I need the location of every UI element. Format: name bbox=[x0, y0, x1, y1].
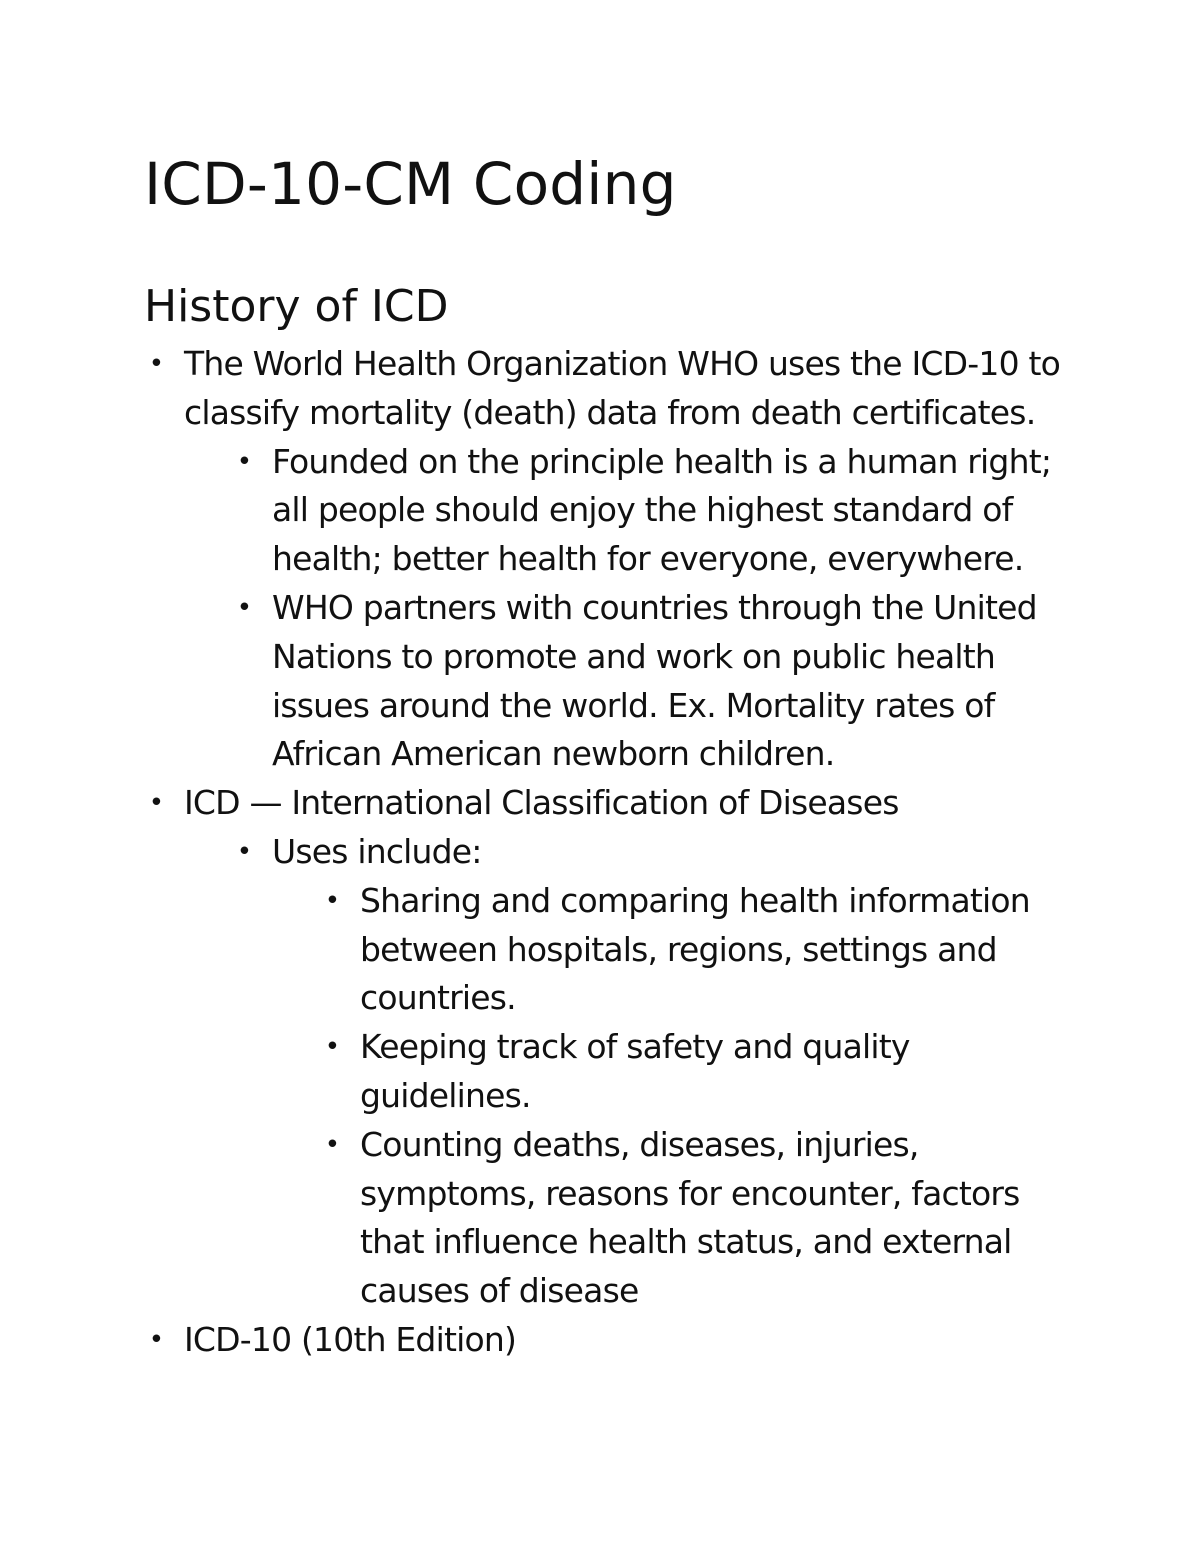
bullet-content bbox=[144, 340, 1084, 1365]
bullet-text-uses: Uses include: bbox=[272, 831, 482, 871]
bullet-icon: • bbox=[236, 446, 252, 477]
bullet-icon: • bbox=[236, 592, 252, 623]
bullet-text-counting: Counting deaths, diseases, injuries, symptoms, reasons for encounter, factors that influence health status, and external causes of disease bbox=[360, 1124, 1020, 1311]
bullet-icon: • bbox=[148, 788, 164, 819]
bullet-text-partners: WHO partners with countries through the United Nations to promote and work on public health issues around the world. Ex. Mortality rates of African American newborn children. bbox=[272, 587, 1037, 774]
bullet-list-level-2 bbox=[232, 828, 1084, 1316]
bullet-icon: • bbox=[324, 885, 340, 916]
bullet-icon: • bbox=[236, 836, 252, 867]
section-heading: History of ICD bbox=[144, 281, 449, 332]
document-title: ICD-10-CM Coding bbox=[144, 150, 677, 218]
bullet-sharing bbox=[320, 877, 1084, 1023]
bullet-counting bbox=[320, 1121, 1084, 1316]
bullet-icd bbox=[144, 779, 1084, 1316]
bullet-icon: • bbox=[324, 1129, 340, 1160]
bullet-list-level-1 bbox=[144, 340, 1084, 1365]
bullet-keeping bbox=[320, 1023, 1084, 1121]
bullet-founded bbox=[232, 438, 1084, 584]
bullet-icon: • bbox=[148, 1324, 164, 1355]
bullet-text-who: The World Health Organization WHO uses the ICD-10 to classify mortality (death) data from death certificates. bbox=[184, 344, 1060, 432]
bullet-text-keeping: Keeping track of safety and quality guidelines. bbox=[360, 1027, 910, 1115]
bullet-icd10 bbox=[144, 1316, 1084, 1365]
bullet-who bbox=[144, 340, 1084, 779]
bullet-list-level-2 bbox=[232, 438, 1084, 780]
bullet-text-icd10: ICD-10 (10th Edition) bbox=[184, 1319, 517, 1359]
bullet-text-founded: Founded on the principle health is a human right; all people should enjoy the highest standard of health; better health for everyone, everywhere. bbox=[272, 441, 1052, 579]
bullet-text-sharing: Sharing and comparing health information between hospitals, regions, settings and countries. bbox=[360, 880, 1030, 1018]
bullet-uses bbox=[232, 828, 1084, 1316]
bullet-list-level-3 bbox=[320, 877, 1084, 1316]
bullet-icon: • bbox=[148, 349, 164, 379]
bullet-partners bbox=[232, 584, 1084, 779]
bullet-text-icd: ICD — International Classification of Diseases bbox=[184, 783, 899, 823]
bullet-icon: • bbox=[324, 1032, 340, 1063]
